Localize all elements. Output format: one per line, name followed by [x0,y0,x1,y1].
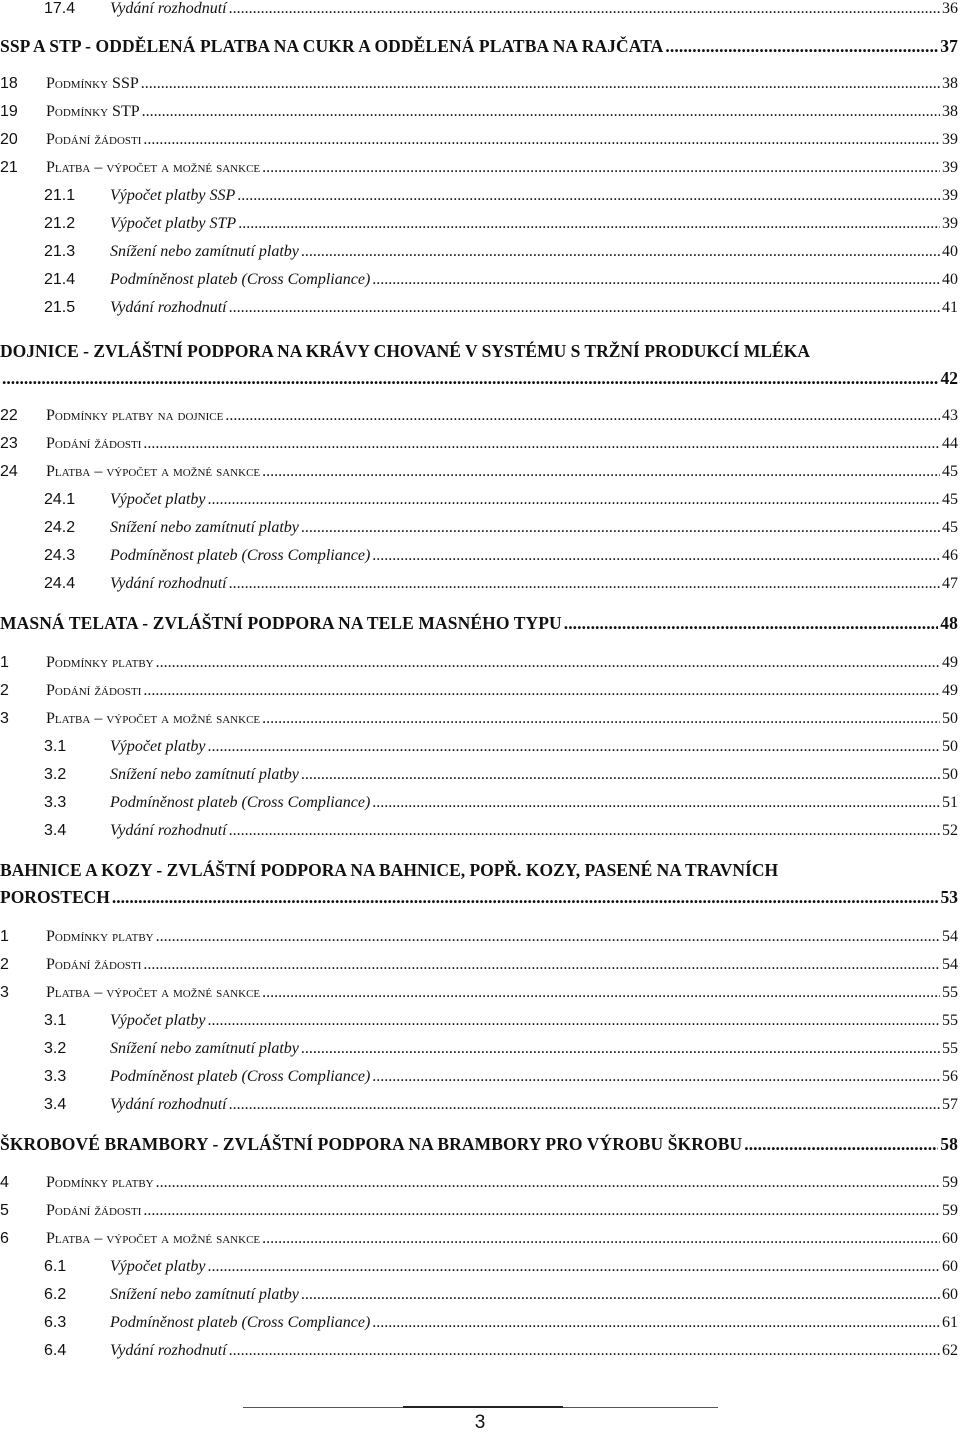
toc-chapter-entry[interactable] [0,131,958,149]
toc-entry-number: 21.1 [44,187,76,204]
toc-entry-title: Platba – výpočet a možné sankce [46,159,261,176]
toc-chapter-entry[interactable] [0,103,958,121]
toc-subchapter-entry[interactable] [0,738,958,756]
toc-page-number: 36 [942,0,958,17]
toc-leader-dots [665,36,938,57]
toc-page-number: 53 [940,887,958,907]
toc-page-number: 61 [942,1314,958,1331]
toc-page-number: 43 [942,407,958,424]
toc-page-number: 49 [942,654,958,671]
toc-subchapter-entry[interactable] [0,766,958,784]
toc-section-heading[interactable] [0,613,958,634]
toc-leader-dots [237,187,940,205]
toc-page-number: 54 [942,928,958,945]
toc-subchapter-entry[interactable] [0,822,958,840]
toc-page-number: 40 [942,243,958,260]
toc-page-number: 50 [942,710,958,727]
toc-section-heading[interactable] [0,36,958,57]
toc-page-number: 45 [942,519,958,536]
toc-entry-title: Podmíněnost plateb (Cross Compliance) [110,1314,371,1331]
toc-page-number: 39 [942,131,958,148]
toc-subchapter-entry[interactable] [0,1068,958,1086]
toc-page-number: 44 [942,435,958,452]
toc-page-number: 47 [942,575,958,592]
toc-chapter-entry[interactable] [0,1202,958,1220]
toc-entry-title: Výpočet platby [110,491,206,508]
toc-section-title: DOJNICE - ZVLÁŠTNÍ PODPORA NA KRÁVY CHOVANÉ V SYSTÉMU S TRŽNÍ PRODUKCÍ MLÉKA [0,341,810,361]
toc-leader-dots [143,435,940,453]
toc-entry-number: 3.1 [44,1012,67,1029]
toc-entry-title: Podání žádosti [46,682,142,699]
toc-entry-title: Výpočet platby SSP [110,187,236,204]
toc-leader-dots [143,956,940,974]
toc-leader-dots [229,1096,940,1114]
toc-entry-title: Podmíněnost plateb (Cross Compliance) [110,794,371,811]
toc-leader-dots [372,1068,940,1086]
toc-entry-title: ŠKROBOVÉ BRAMBORY - ZVLÁŠTNÍ PODPORA NA BRAMBORY PRO VÝROBU ŠKROBU [0,1134,743,1154]
toc-leader-dots [262,1230,940,1248]
toc-entry-number: 6.4 [44,1342,67,1359]
toc-subchapter-entry[interactable] [0,271,958,289]
toc-entry-title: SSP A STP - ODDĚLENÁ PLATBA NA CUKR A ODDĚLENÁ PLATBA NA RAJČATA [0,36,664,56]
toc-entry-title: Snížení nebo zamítnutí platby [110,519,299,536]
toc-subchapter-entry[interactable] [0,187,958,205]
toc-section-heading[interactable] [0,1134,958,1155]
toc-entry-number: 18 [0,75,18,92]
toc-entry-number: 3.4 [44,822,67,839]
toc-entry-number: 3.3 [44,1068,67,1085]
toc-subchapter-entry[interactable] [0,215,958,233]
toc-entry-title: Výpočet platby [110,1258,206,1275]
toc-entry-number: 1 [0,654,9,671]
toc-entry-title: Výpočet platby [110,1012,206,1029]
toc-leader-dots [208,738,940,756]
toc-leader-dots [301,243,940,261]
toc-leader-dots [238,215,940,233]
toc-chapter-entry[interactable] [0,956,958,974]
toc-subchapter-entry[interactable] [0,1096,958,1114]
toc-page-number: 60 [942,1286,958,1303]
toc-page-number: 39 [942,159,958,176]
toc-page-number: 55 [942,1012,958,1029]
toc-entry-title: Podmínky SSP [46,75,139,92]
toc-entry-title: Podání žádosti [46,131,142,148]
toc-entry-title: Podmínky platby na dojnice [46,407,224,424]
toc-page-number: 38 [942,103,958,120]
toc-entry-title: Podání žádosti [46,956,142,973]
toc-entry-number: 23 [0,435,18,452]
toc-entry-number: 20 [0,131,18,148]
toc-entry-number: 2 [0,956,9,973]
toc-entry-number: 24.1 [44,491,76,508]
toc-leader-dots [564,613,939,634]
toc-leader-dots [229,299,940,317]
toc-entry-title: Podmínky platby [46,928,154,945]
toc-entry-number: 1 [0,928,9,945]
toc-subchapter-entry[interactable] [0,519,958,537]
toc-entry-title: Snížení nebo zamítnutí platby [110,243,299,260]
toc-chapter-entry[interactable] [0,682,958,700]
toc-leader-dots [372,794,940,812]
toc-chapter-entry[interactable] [0,710,958,728]
toc-leader-dots [112,887,939,908]
toc-leader-dots [143,131,940,149]
toc-entry-number: 24.2 [44,519,76,536]
toc-leader-dots [262,463,940,481]
toc-page-number: 50 [942,766,958,783]
toc-leader-dots [208,491,940,509]
toc-entry-title: MASNÁ TELATA - ZVLÁŠTNÍ PODPORA NA TELE MASNÉHO TYPU [0,613,562,633]
toc-leader-dots [262,159,940,177]
toc-entry-number: 4 [0,1174,9,1191]
toc-entry-title: Podmíněnost plateb (Cross Compliance) [110,1068,371,1085]
toc-leader-dots [229,575,940,593]
toc-leader-dots [262,984,940,1002]
toc-leader-dots [143,1202,940,1220]
toc-chapter-entry[interactable] [0,654,958,672]
toc-page-number: 42 [940,368,958,388]
toc-leader-dots [156,1174,940,1192]
toc-entry-title: Vydání rozhodnutí [110,0,227,17]
toc-subchapter-entry[interactable] [0,1286,958,1304]
toc-leader-dots [229,1342,940,1360]
toc-leader-dots [229,822,940,840]
toc-subchapter-entry[interactable] [0,243,958,261]
toc-entry-number: 6.1 [44,1258,67,1275]
toc-leader-dots [301,1286,940,1304]
toc-page-number: 60 [942,1230,958,1247]
toc-subchapter-entry[interactable] [0,794,958,812]
toc-page-number: 39 [942,187,958,204]
toc-entry-title: Snížení nebo zamítnutí platby [110,1286,299,1303]
toc-page-number: 45 [942,491,958,508]
toc-leader-dots [156,654,940,672]
toc-leader-dots [208,1258,940,1276]
toc-page-number: 54 [942,956,958,973]
toc-chapter-entry[interactable] [0,928,958,946]
toc-chapter-entry[interactable] [0,435,958,453]
toc-entry-title: Výpočet platby STP [110,215,237,232]
toc-entry-title: Platba – výpočet a možné sankce [46,1230,261,1247]
toc-entry-number: 21.5 [44,299,76,316]
toc-page-number: 60 [942,1258,958,1275]
toc-chapter-entry[interactable] [0,159,958,177]
toc-leader-dots [208,1012,940,1030]
toc-entry-title: Platba – výpočet a možné sankce [46,984,261,1001]
toc-page-number: 52 [942,822,958,839]
toc-leader-dots [225,407,940,425]
toc-subchapter-entry[interactable] [0,1258,958,1276]
toc-page-number: 51 [942,794,958,811]
toc-leader-dots [301,519,940,537]
toc-entry-title: Podmíněnost plateb (Cross Compliance) [110,271,371,288]
toc-chapter-entry[interactable] [0,75,958,93]
toc-entry-title: Vydání rozhodnutí [110,822,227,839]
toc-page-number: 46 [942,547,958,564]
toc-entry-title: Podmínky platby [46,654,154,671]
toc-entry-title: Snížení nebo zamítnutí platby [110,766,299,783]
toc-entry-number: 21.2 [44,215,76,232]
toc-subchapter-entry[interactable] [0,1314,958,1332]
toc-entry-number: 3.4 [44,1096,67,1113]
toc-entry-number: 19 [0,103,18,120]
toc-entry-number: 22 [0,407,18,424]
toc-entry-title: Vydání rozhodnutí [110,1096,227,1113]
toc-entry-title: Podání žádosti [46,1202,142,1219]
toc-page-number: 37 [940,36,958,56]
toc-entry-number: 3.1 [44,738,67,755]
toc-page-number: 48 [940,613,958,633]
toc-entry-number: 24.4 [44,575,76,592]
toc-subchapter-entry[interactable] [0,1040,958,1058]
toc-entry-title: Platba – výpočet a možné sankce [46,710,261,727]
toc-entry-title: Vydání rozhodnutí [110,299,227,316]
toc-entry-number: 24 [0,463,18,480]
toc-chapter-entry[interactable] [0,463,958,481]
toc-page-number: 39 [942,215,958,232]
toc-page-number: 59 [942,1174,958,1191]
toc-leader-dots [2,368,939,389]
toc-entry-number: 3 [0,984,9,1001]
toc-subchapter-entry[interactable] [0,1012,958,1030]
page-number: 3 [474,1412,486,1433]
toc-subchapter-entry[interactable] [0,1342,958,1360]
toc-leader-dots [142,103,940,121]
toc-section-title: BAHNICE A KOZY - ZVLÁŠTNÍ PODPORA NA BAHNICE, POPŘ. KOZY, PASENÉ NA TRAVNÍCH [0,860,779,880]
toc-entry-number: 24.3 [44,547,76,564]
toc-entry-title: Podmínky platby [46,1174,154,1191]
toc-entry-number: 21 [0,159,18,176]
toc-page-number: 50 [942,738,958,755]
toc-page-number: 58 [940,1134,958,1154]
toc-page-number: 40 [942,271,958,288]
toc-page-number: 55 [942,984,958,1001]
toc-leader-dots [744,1134,938,1155]
toc-entry-number: 21.3 [44,243,76,260]
toc-entry-number: 6.2 [44,1286,67,1303]
toc-subchapter-entry[interactable] [0,547,958,565]
toc-entry-number: 2 [0,682,9,699]
toc-leader-dots [143,682,940,700]
toc-page-number: 55 [942,1040,958,1057]
toc-page-number: 49 [942,682,958,699]
toc-subchapter-entry[interactable] [0,0,958,18]
toc-entry-number: 6 [0,1230,9,1247]
toc-leader-dots [141,75,940,93]
toc-chapter-entry[interactable] [0,407,958,425]
toc-entry-title: Podmíněnost plateb (Cross Compliance) [110,547,371,564]
toc-entry-number: 17.4 [44,0,76,17]
toc-leader-dots [156,928,940,946]
toc-subchapter-entry[interactable] [0,491,958,509]
toc-leader-dots [229,0,940,18]
toc-page-number: 57 [942,1096,958,1113]
toc-entry-number: 3.2 [44,766,67,783]
toc-page-number: 62 [942,1342,958,1359]
toc-entry-number: 5 [0,1202,9,1219]
toc-entry-number: 6.3 [44,1314,67,1331]
footer-divider [243,1407,718,1408]
toc-entry-title: Vydání rozhodnutí [110,1342,227,1359]
toc-subchapter-entry[interactable] [0,575,958,593]
toc-entry-number: 3.3 [44,794,67,811]
toc-leader-dots [301,1040,940,1058]
toc-entry-title: Výpočet platby [110,738,206,755]
toc-entry-number: 21.4 [44,271,76,288]
toc-page-number: 59 [942,1202,958,1219]
toc-chapter-entry[interactable] [0,1174,958,1192]
toc-entry-number: 3 [0,710,9,727]
toc-entry-number: 3.2 [44,1040,67,1057]
toc-chapter-entry[interactable] [0,1230,958,1248]
toc-leader-dots [372,271,940,289]
toc-leader-dots [372,547,940,565]
toc-page-number: 56 [942,1068,958,1085]
toc-subchapter-entry[interactable] [0,299,958,317]
toc-page-number: 45 [942,463,958,480]
toc-entry-title: Vydání rozhodnutí [110,575,227,592]
toc-page-number: 41 [942,299,958,316]
toc-entry-title: Platba – výpočet a možné sankce [46,463,261,480]
toc-leader-dots [372,1314,940,1332]
toc-entry-title: Podání žádosti [46,435,142,452]
toc-leader-dots [301,766,940,784]
toc-entry-title: Podmínky STP [46,103,140,120]
toc-chapter-entry[interactable] [0,984,958,1002]
toc-leader-dots [262,710,940,728]
toc-entry-title: Snížení nebo zamítnutí platby [110,1040,299,1057]
toc-page-number: 38 [942,75,958,92]
toc-section-title-continued: POROSTECH [0,887,110,907]
